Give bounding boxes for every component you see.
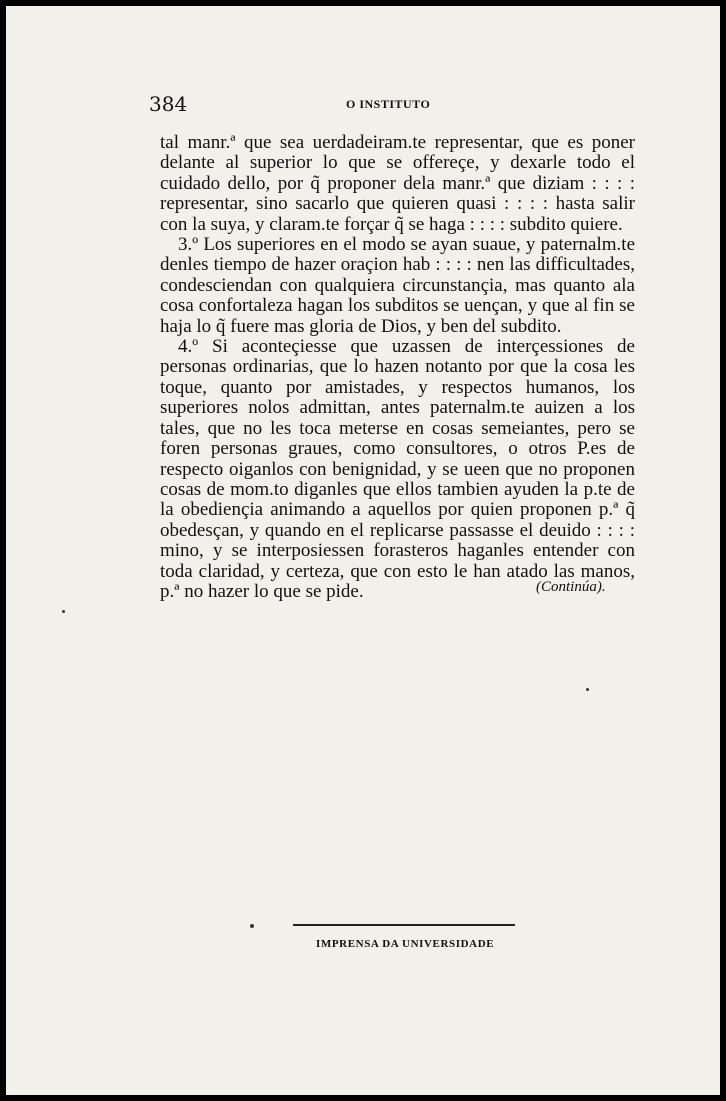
printer-imprint: IMPRENSA DA UNIVERSIDADE [316, 938, 495, 950]
running-title: O INSTITUTO [346, 97, 431, 111]
paragraph-3: 3.º Los superiores en el modo se ayan suaue, y paternalm.te denles tiempo de hazer oraçion hab : : : : nen las difficultades, condesciendan con qualquiera circunstançia, mas quanto ala cosa confortaleza hagan los subditos se uençan, y que al fin se haja lo q̃ fuere mas gloria de Dios, y ben del subdito. [160, 234, 635, 337]
scanned-page [6, 6, 720, 1095]
paragraph-4: 4.º Si aconteçiesse que uzassen de interçessiones de personas ordinarias, que lo hazen notanto por que la cosa les toque, quanto por amistades, y respectos humanos, los superiores nolos admittan, antes paternalm.te auizen a los tales, que no les toca meterse en cosas semeiantes, pero se foren personas graues, como consultores, o otros P.es de respecto oiganlos con benignidad, y se ueen que no proponen cosas de mom.to diganles que ellos tambien ayuden la p.te de la obediençia animando a aquellos por quien proponen p.ª q̃ obedesçan, y quando en el replicarse passasse el deuido : : : : mino, y se interposiessen forasteros haganles entender con toda claridad, y certeza, que con esto le han atado las manos, p.ª no hazer lo que se pide. [160, 336, 635, 602]
ink-speck [586, 688, 589, 691]
ink-speck [62, 610, 65, 613]
body-text [160, 133, 635, 602]
footer-rule [293, 924, 515, 926]
paragraph-continuation: tal manr.ª que sea uerdadeiram.te representar, que es poner delante al superior lo que se offereçe, y dexarle todo el cuidado dello, por q̃ proponer dela manr.ª que diziam : : : : representar, sino sacarlo que quieren quasi : : : : hasta salir con la suya, y claram.te forçar q̃ se haga : : : : subdito quiere. [160, 132, 635, 235]
page-number: 384 [149, 92, 188, 116]
ink-speck [250, 924, 254, 928]
continuation-note: (Continúa). [536, 579, 606, 595]
